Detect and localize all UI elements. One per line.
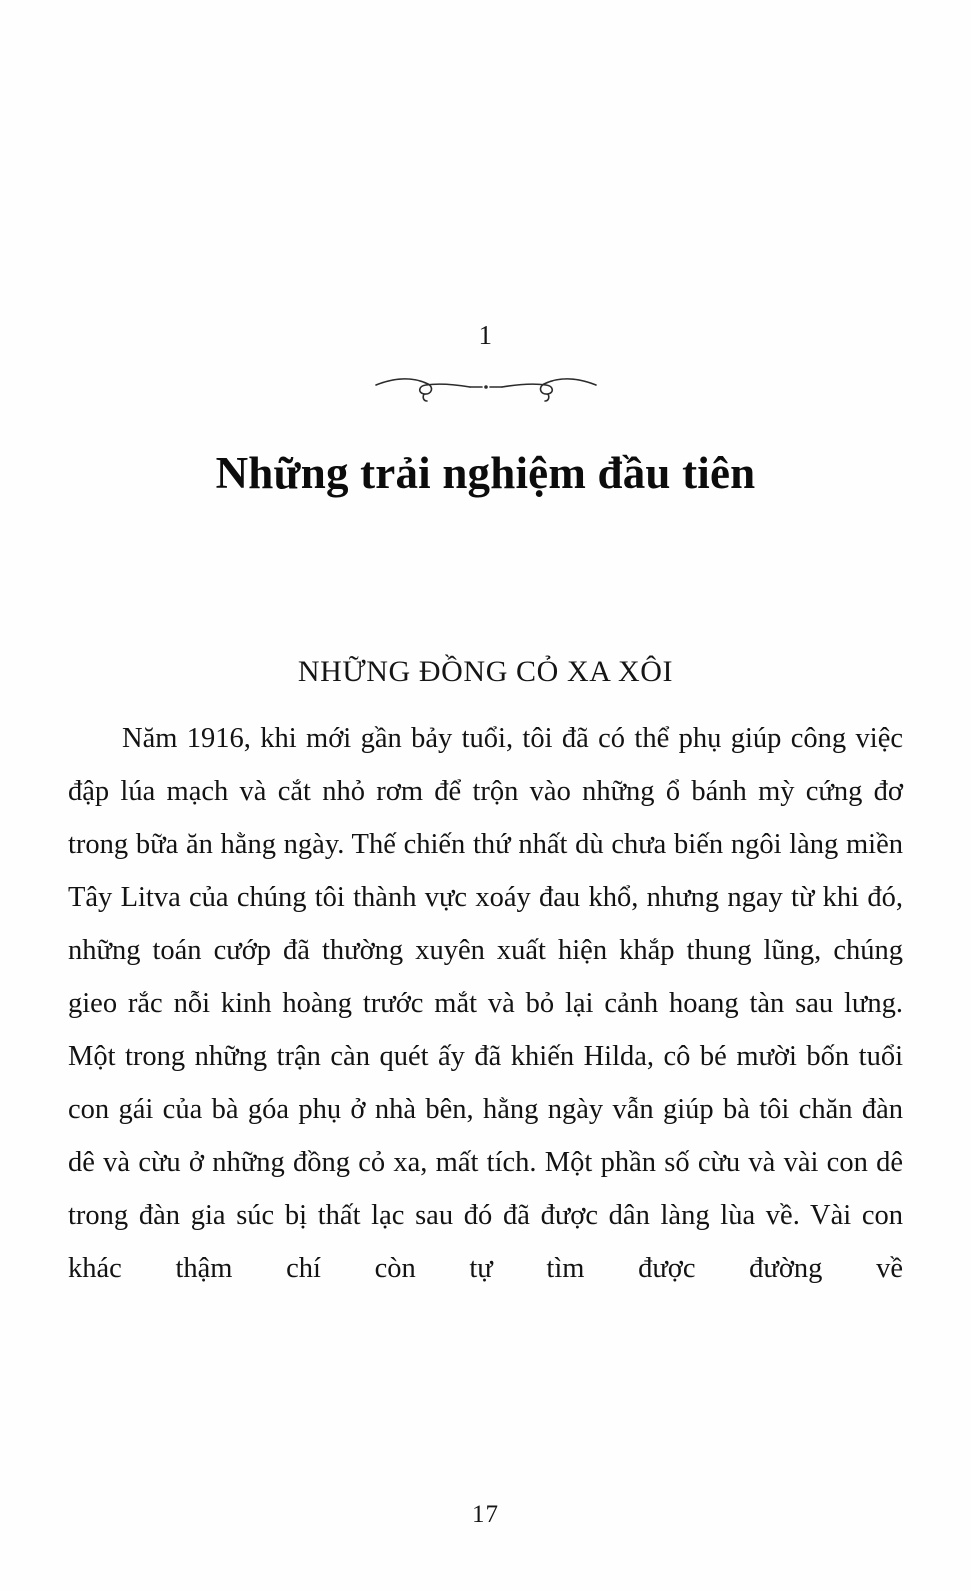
chapter-number: 1 xyxy=(478,320,493,350)
section-heading: NHỮNG ĐỒNG CỎ XA XÔI xyxy=(297,654,674,688)
chapter-title: Những trải nghiệm đầu tiên xyxy=(215,448,756,498)
page-number: 17 xyxy=(472,1501,499,1528)
body-paragraph: Năm 1916, khi mới gần bảy tuổi, tôi đã có thể phụ giúp công việc đập lúa mạch và cắt nhỏ rơm để trộn vào những ổ bánh mỳ cứng đơ trong bữa ăn hằng ngày. Thế chiến thứ nhất dù chưa biến ngôi làng miền Tây Litva của chúng tôi thành vực xoáy đau khổ, nhưng ngay từ khi đó, những toán cướp đã thường xuyên xuất hiện khắp thung lũng, chúng gieo rắc nỗi kinh hoàng trước mắt và bỏ lại cảnh hoang tàn sau lưng. Một trong những trận càn quét ấy đã khiến Hilda, cô bé mười bốn tuổi con gái của bà góa phụ ở nhà bên, hằng ngày vẫn giúp bà tôi chăn đàn dê và cừu ở những đồng cỏ xa, mất tích. Một phần số cừu và vài con dê trong đàn gia súc bị thất lạc sau đó đã được dân làng lùa về. Vài con khác thậm chí còn tự tìm được đường về xyxy=(68,722,903,1284)
flourish-divider-icon xyxy=(366,367,606,407)
